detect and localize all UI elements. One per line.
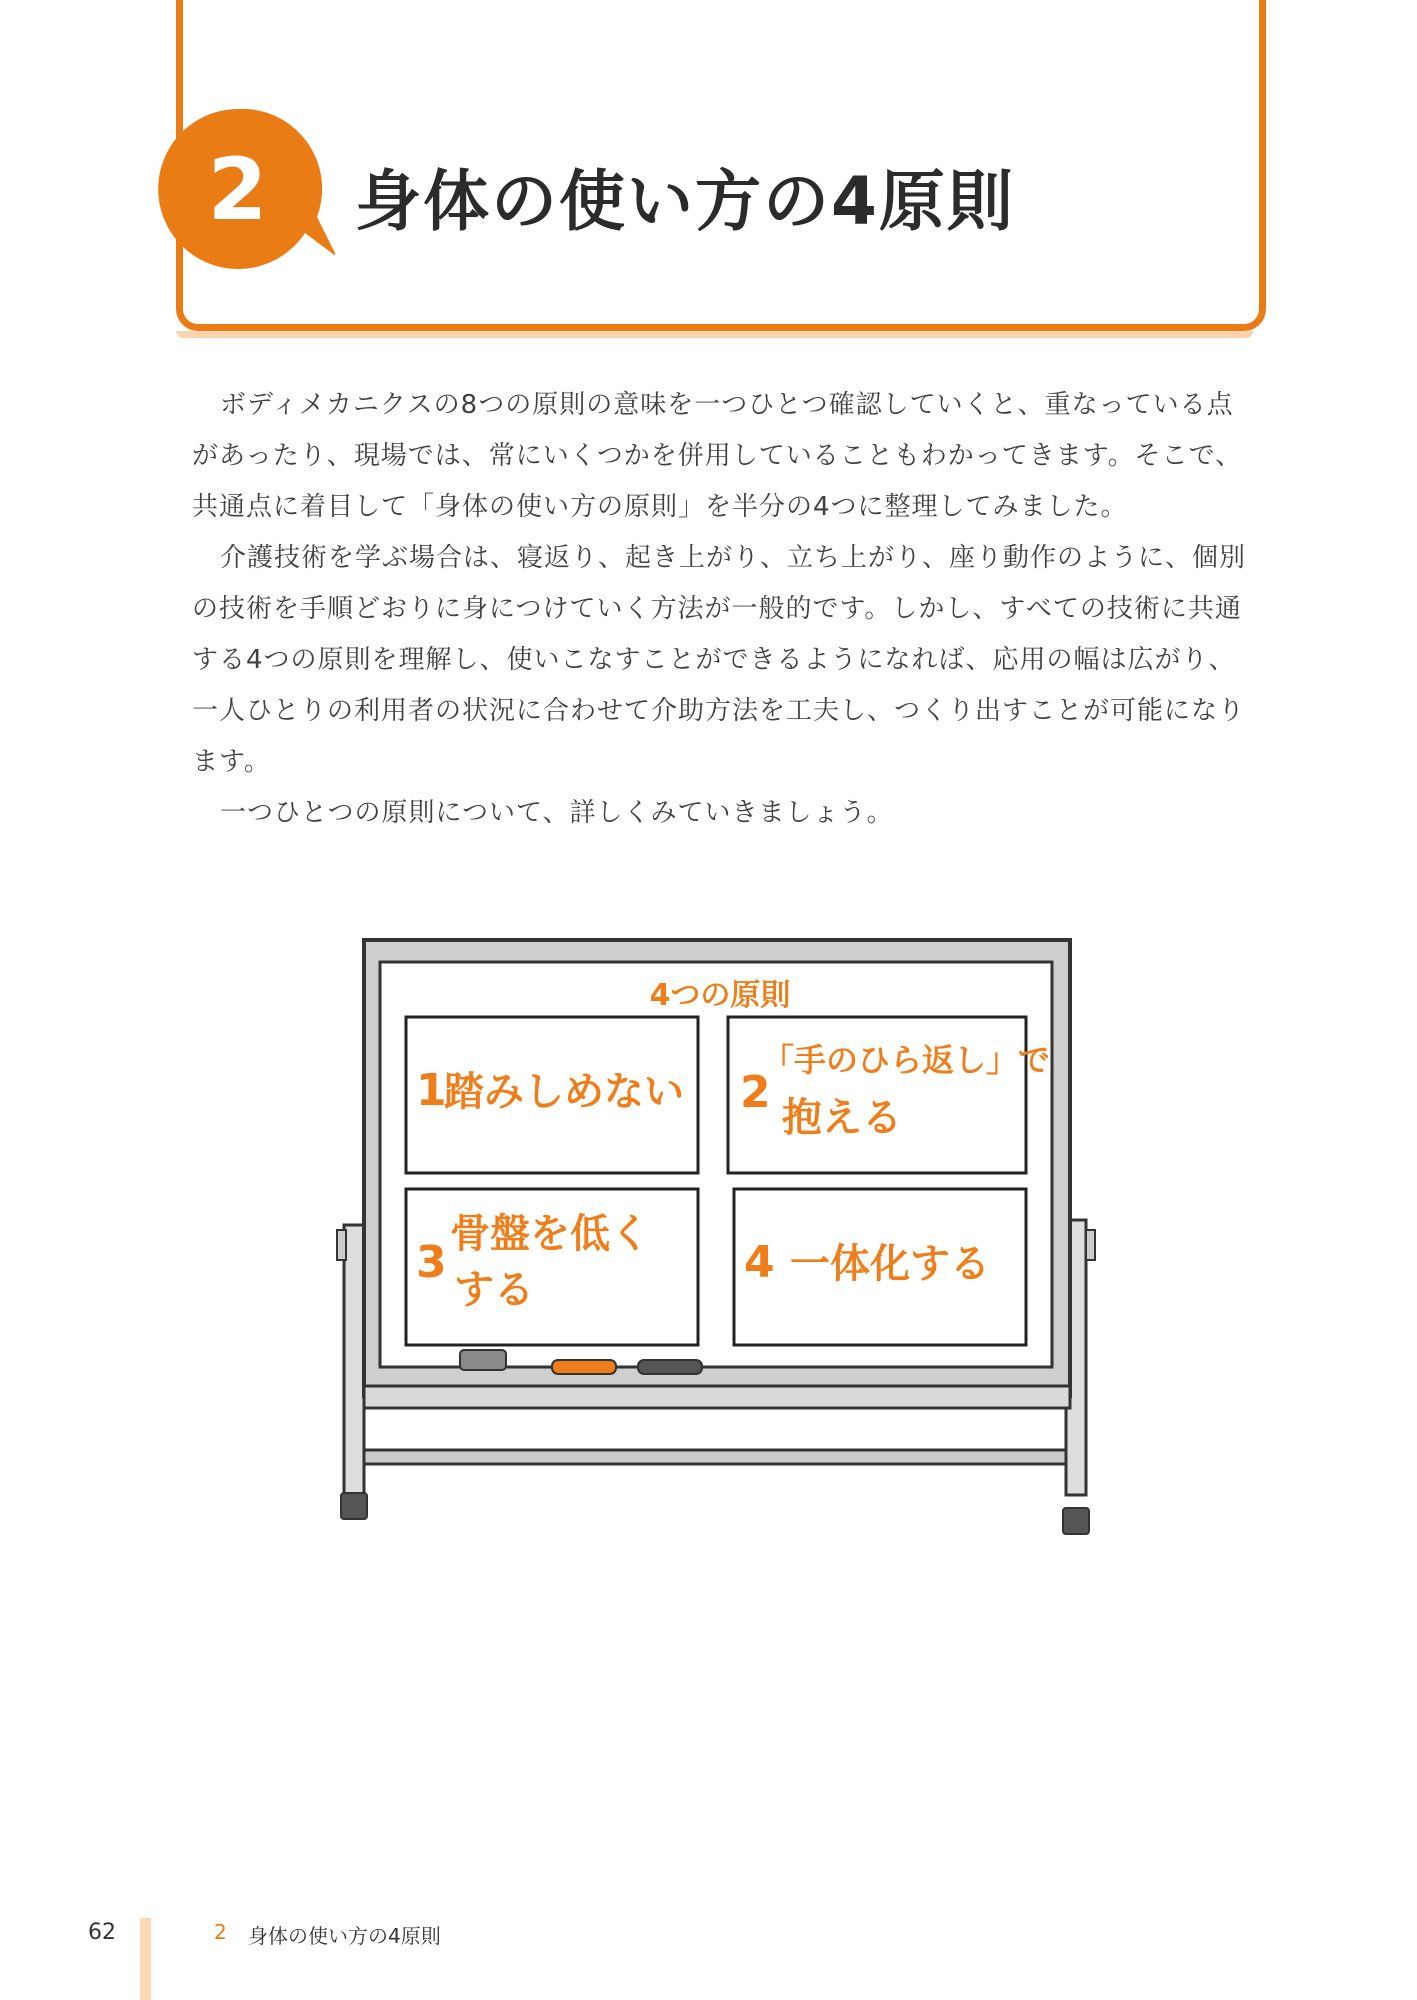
chapter-number: 2 <box>207 140 268 240</box>
footer-chapter-title: 身体の使い方の4原則 <box>248 1924 441 1948</box>
footer-chapter-number: 2 <box>214 1920 227 1944</box>
card-text: 抱える <box>782 1095 902 1141</box>
card-text: 踏みしめない <box>444 1069 684 1115</box>
principle-card-1 <box>406 1017 698 1173</box>
paragraph: 一つひとつの原則について、詳しくみていきましょう。 <box>220 798 894 828</box>
page-number: 62 <box>88 1920 116 1945</box>
card-number: 1 <box>416 1065 447 1116</box>
card-number: 3 <box>416 1237 447 1288</box>
principle-card-4 <box>734 1189 1026 1345</box>
card-text: 骨盤を低く <box>450 1211 650 1257</box>
principle-card-2 <box>728 1017 1051 1173</box>
footer-accent-bar <box>140 1918 151 2000</box>
card-text: する <box>454 1267 534 1313</box>
paragraph: ボディメカニクスの8つの原則の意味を一つひとつ確認していくと、重なっている点があったり、現場では、常にいくつかを併用していることもわかってきます。そこで、共通点に着目して「身体の使い方の原則」を半分の4つに整理してみました。 <box>192 390 1243 522</box>
body-text <box>192 380 1252 839</box>
principle-card-3 <box>406 1189 698 1345</box>
card-text: 一体化する <box>790 1241 990 1287</box>
whiteboard-illustration <box>330 930 1100 1540</box>
chapter-number-badge <box>155 105 335 285</box>
card-number: 2 <box>740 1067 771 1118</box>
card-text: 「手のひら返し」で <box>762 1041 1051 1079</box>
chapter-title: 身体の使い方の4原則 <box>355 163 1015 240</box>
whiteboard-title: 4つの原則 <box>649 978 791 1013</box>
paragraph: 介護技術を学ぶ場合は、寝返り、起き上がり、立ち上がり、座り動作のように、個別の技術を手順どおりに身につけていく方法が一般的です。しかし、すべての技術に共通する4つの原則を理解し、使いこなすことができるようになれば、応用の幅は広がり、一人ひとりの利用者の状況に合わせて介助方法を工夫し、つくり出すことが可能になります。 <box>192 543 1247 777</box>
card-number: 4 <box>744 1237 775 1288</box>
